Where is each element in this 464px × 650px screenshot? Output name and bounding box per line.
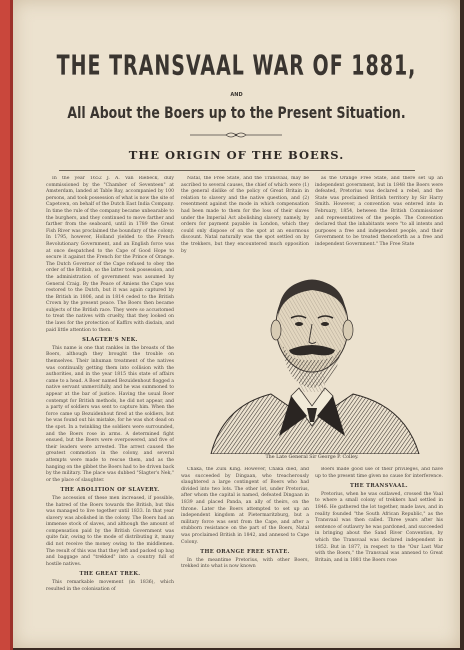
- page-title: THE TRANSVAAL WAR OF 1881,: [56, 50, 417, 82]
- section-rule: [59, 170, 415, 171]
- article-column-1: [46, 176, 174, 641]
- paragraph: Pretorius, when he was outlawed, crossed the Vaal to where a small colony of trekkers had settled in 1846. He gathered the lot together, made laws, and in reality founded "the South African Republic," as the Transvaal was then called. Three years after his sentence of outlawry he was pardoned, and succeeded in bringing about the Sand River Convention, by which the Transvaal was declared independent in 1852. But in 1877, in respect to the "Our Last War with the Boers," the Transvaal was annexed to Great Britain, and in 1881 the Boers rose: [315, 491, 443, 563]
- subheading-great-trek: THE GREAT TREK.: [79, 571, 141, 578]
- pamphlet-page: [13, 0, 460, 648]
- paragraph: The accession of these men increased, if possible, the hatred of the Boers towards the British, but this was managed to live together until 1833. In that year slavery was abolished in the colony. The Boers had an immense stock of slaves, and although the amount of compensation paid by the British Government was quite fair, owing to the mode of distributing it, many did not receive the money owing to the middlemen. The result of this was that they left and packed up bag and baggage and "trekked" into a country full of hostile natives.: [46, 495, 174, 567]
- paragraph: Boers made good use of their privileges, and have up to the present time given no cause for interference.: [315, 467, 443, 479]
- portrait-caption: The Late General Sir George P. Colley.: [265, 455, 359, 460]
- subheading-orange-free-state: THE ORANGE FREE STATE.: [200, 549, 290, 556]
- paragraph: Chaka, the Zulu King. However, Chaka died, and was succeeded by Dingaan, who treacherously slaughtered a large contingent of Boers who had divided into two lots. The other lot, under Pretorius, after whom the capital is named, defeated Dingaan in 1839 and placed Panda, an ally of theirs, on the throne. Later the Boers attempted to set up an independent kingdom at Pietermaritzburg, but a military force was sent from the Cape, and after a stubborn resistance on the part of the Boers, Natal was proclaimed British in 1842, and annexed to Cape Colony.: [181, 467, 309, 545]
- subheading-abolition-of-slavery: THE ABOLITION OF SLAVERY.: [60, 487, 160, 494]
- subheading-slagters-nek: SLAGTER'S NEK.: [82, 337, 138, 344]
- portrait-engraving: [183, 266, 441, 454]
- page-subtitle: All About the Boers up to the Present Situation.: [67, 103, 406, 122]
- article-column-2-top: [181, 176, 309, 264]
- article-column-3-top: [315, 176, 443, 264]
- paragraph: as the Orange Free State, and there set up an independent government, but in 1848 the Boers were defeated, Pretorius was declared a rebel, and the State was proclaimed British territory by Sir Harry Smith. However, a convention was entered into in February, 1854, between the British Commissioner and representatives of the people. The Convention declared that the inhabitants were "to all intents and purposes a free and independent people, and their Government to be treated thenceforth as a free and independent Government." The Free State: [315, 176, 443, 247]
- paragraph: Natal, the Free State, and the Transvaal, may be ascribed to several causes, the chief of which were (1) the general dislike of the policy of Great Britain in relation to slavery and the native question, and (2) resentment against the mode in which compensation had been made to them for the loss of their slaves under the Imperial Act abolishing slavery, namely, by orders for payment payable in London, which they could only dispose of on the spot at an enormous discount. Natal naturally was the spot settled on by the trekkers, but they encountered much opposition by: [181, 176, 309, 254]
- paragraph: This name is one that rankles in the breasts of the Boers, although they brought the trouble on themselves. Their inhuman treatment of the natives was continually getting them into collision with the authorities, and in the year 1815 this state of affairs came to a head. A Boer named Bezuidenhout flogged a native servant unmercifully, and he was summoned to appear at the bar of justice. Having the usual Boer contempt for British methods, he did not appear, and a party of soldiers was sent to capture him. When the force came up Bezuidenhout fired at the soldiers, but he was found out his mistake, for he was shot dead on the spot. In a twinkling the soldiers were surrounded, and the Boers rose in arms. A determined fight ensued, but the Boers were overpowered, and five of their leaders were arrested. The arrest caused the greatest commotion in the colony, and several attempts were made to rescue them, and as the hanging on the gibbet the Boers had to be driven back by the military. The place was dubbed "Slagter's Nek," or the place of slaughter.: [46, 345, 174, 483]
- paragraph: In the meantime Pretorius, with other Boers, trekked into what is now known: [181, 557, 309, 570]
- paragraph: This remarkable movement (in 1836), which resulted in the colonisation of: [46, 580, 174, 592]
- article-column-2-bottom: [181, 467, 309, 641]
- paragraph: In the year 1652 J. A. Van Riebeck, duly commissioned by the "Chamber of Seventeen" at Amsterdam, landed at Table Bay, accompanied by 100 persons, and took possession of what is now the site of Capetown, on behalf of the Dutch East India Company. In time the rule of the company became unbearable to the burghers, and they continued to move farther and farther from the seaboard, until in 1789 the Great Fish River was proclaimed the boundary of the colony. In 1795, however, Holland yielded to the French Revolutionary Government, and an English force was at once despatched to the Cape of Good Hope to secure it against the French for the Prince of Orange. The Dutch Governor of the Cape refused to obey the order of the British, so the latter took possession, and the administration of government was assumed by General Craig. By the Peace of Amiens the Cape was restored to the Dutch, but it was again captured by the British in 1806, and in 1814 ceded to the British Crown by the present peace. The Boers then became subjects of the British race. They were so accustomed to treat the natives with cruelty, that they looked on the laws for the protection of Kaffirs with disdain, and paid little attention to them.: [46, 176, 174, 333]
- section-title: THE ORIGIN OF THE BOERS.: [128, 148, 345, 162]
- article-column-3-bottom: [315, 467, 443, 641]
- subheading-transvaal: THE TRANSVAAL.: [350, 483, 408, 490]
- red-binding-spine: [0, 0, 13, 650]
- ornament-divider-icon: [188, 131, 284, 139]
- title-conjunction: AND: [230, 92, 243, 98]
